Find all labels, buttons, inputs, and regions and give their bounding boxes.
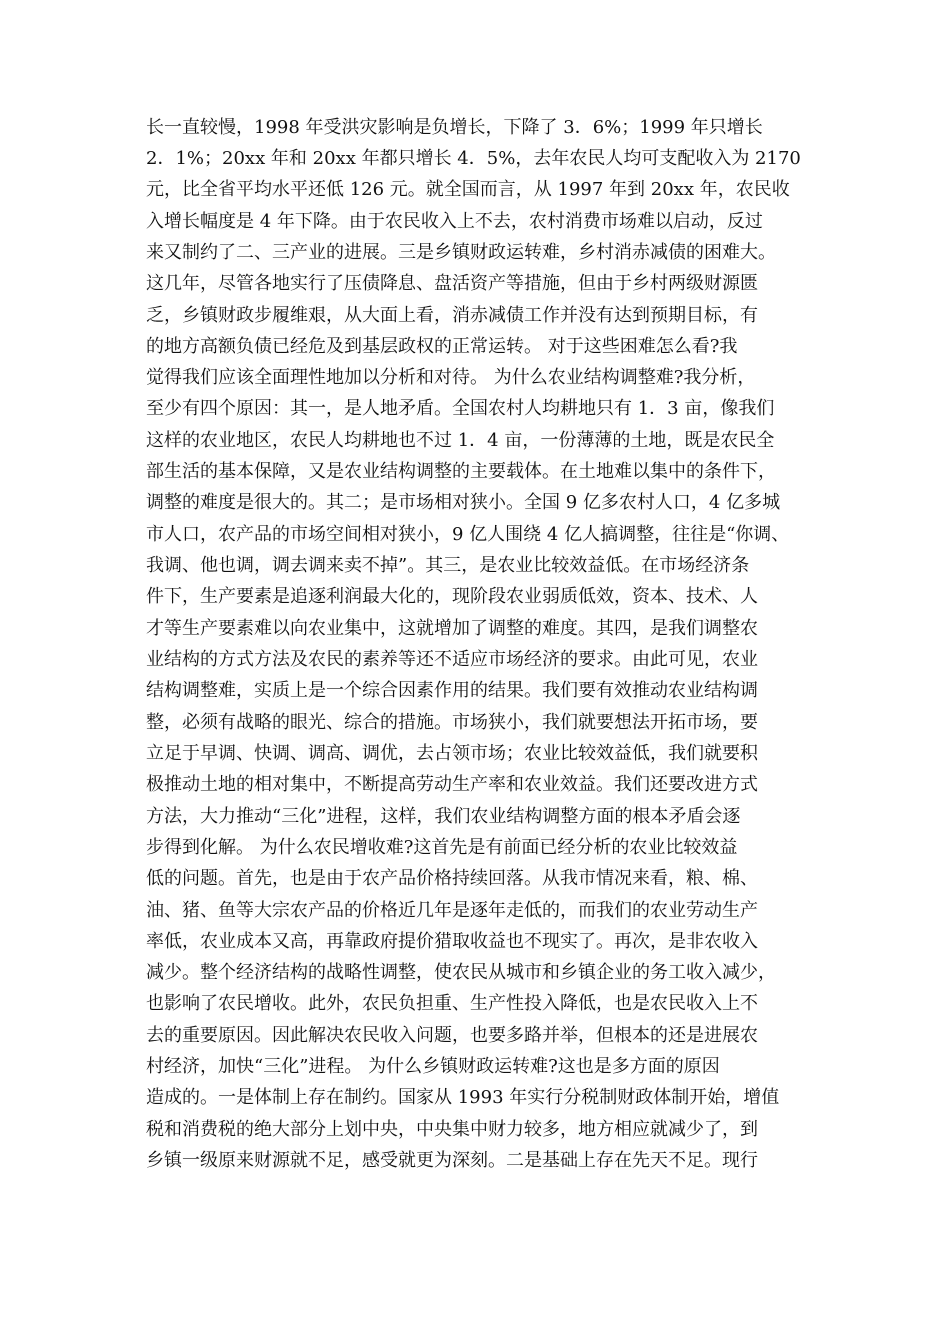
text-line: 入增长幅度是 4 年下降。由于农民收入上不去，农村消费市场难以启动，反过 [146, 211, 763, 232]
text-line: 极推动土地的相对集中，不断提高劳动生产率和农业效益。我们还要改进方式 [146, 774, 758, 795]
text-line: 造成的。一是体制上存在制约。国家从 1993 年实行分税制财政体制开始，增值 [146, 1087, 780, 1108]
text-line: 步得到化解。 为什么农民增收难?这首先是有前面已经分析的农业比较效益 [146, 837, 738, 858]
text-line: 这几年，尽管各地实行了压债降息、盘活资产等措施，但由于乡村两级财源匮 [146, 273, 758, 294]
text-line: 业结构的方式方法及农民的素养等还不适应市场经济的要求。由此可见，农业 [146, 649, 758, 670]
text-line: 整，必须有战略的眼光、综合的措施。市场狭小，我们就要想法开拓市场，要 [146, 712, 758, 733]
text-line: 油、猪、鱼等大宗农产品的价格近几年是逐年走低的，而我们的农业劳动生产 [146, 900, 758, 921]
text-line: 长一直较慢，1998 年受洪灾影响是负增长，下降了 3．6%；1999 年只增长 [146, 117, 763, 138]
text-line: 去的重要原因。因此解决农民收入问题，也要多路并举，但根本的还是进展农 [146, 1025, 758, 1046]
text-line: 乏，乡镇财政步履维艰，从大面上看，消赤减债工作并没有达到预期目标，有 [146, 305, 758, 326]
text-line: 结构调整难，实质上是一个综合因素作用的结果。我们要有效推动农业结构调 [146, 680, 758, 701]
text-line: 至少有四个原因：其一，是人地矛盾。全国农村人均耕地只有 1．3 亩，像我们 [146, 398, 775, 419]
text-line: 减少。整个经济结构的战略性调整，使农民从城市和乡镇企业的务工收入减少， [146, 962, 776, 983]
text-line: 村经济，加快“三化”进程。 为什么乡镇财政运转难?这也是多方面的原因 [146, 1056, 720, 1077]
text-line: 才等生产要素难以向农业集中，这就增加了调整的难度。其四，是我们调整农 [146, 618, 758, 639]
text-line: 来又制约了二、三产业的进展。三是乡镇财政运转难，乡村消赤减债的困难大。 [146, 242, 776, 263]
text-line: 元，比全省平均水平还低 126 元。就全国而言，从 1997 年到 20xx 年，农民收 [146, 179, 790, 200]
text-line: 立足于早调、快调、调高、调优，去占领市场；农业比较效益低，我们就要积 [146, 743, 758, 764]
text-line: 乡镇一级原来财源就不足，感受就更为深刻。二是基础上存在先天不足。现行 [146, 1150, 758, 1171]
text-line: 这样的农业地区，农民人均耕地也不过 1．4 亩，一份薄薄的土地，既是农民全 [146, 430, 775, 451]
text-line: 部生活的基本保障，又是农业结构调整的主要载体。在土地难以集中的条件下， [146, 461, 776, 482]
text-line: 觉得我们应该全面理性地加以分析和对待。 为什么农业结构调整难?我分析， [146, 367, 756, 388]
text-line: 件下，生产要素是追逐利润最大化的，现阶段农业弱质低效，资本、技术、人 [146, 586, 758, 607]
text-line: 率低，农业成本又高，再靠政府提价猎取收益也不现实了。再次，是非农收入 [146, 931, 758, 952]
text-line: 方法，大力推动“三化”进程，这样，我们农业结构调整方面的根本矛盾会逐 [146, 806, 741, 827]
text-line: 2．1%；20xx 年和 20xx 年都只增长 4．5%，去年农民人均可支配收入为 2170 [146, 148, 801, 169]
text-line: 我调、他也调，调去调来卖不掉”。其三，是农业比较效益低。在市场经济条 [146, 555, 750, 576]
text-line: 市人口，农产品的市场空间相对狭小，9 亿人围绕 4 亿人搞调整，往往是“你调、 [146, 524, 790, 545]
text-line: 的地方高额负债已经危及到基层政权的正常运转。 对于这些困难怎么看?我 [146, 336, 738, 357]
text-line: 也影响了农民增收。此外，农民负担重、生产性投入降低，也是农民收入上不 [146, 993, 758, 1014]
text-line: 税和消费税的绝大部分上划中央，中央集中财力较多，地方相应就减少了，到 [146, 1119, 758, 1140]
text-line: 调整的难度是很大的。其二；是市场相对狭小。全国 9 亿多农村人口，4 亿多城 [146, 492, 781, 513]
text-line: 低的问题。首先，也是由于农产品价格持续回落。从我市情况来看，粮、棉、 [146, 868, 758, 889]
